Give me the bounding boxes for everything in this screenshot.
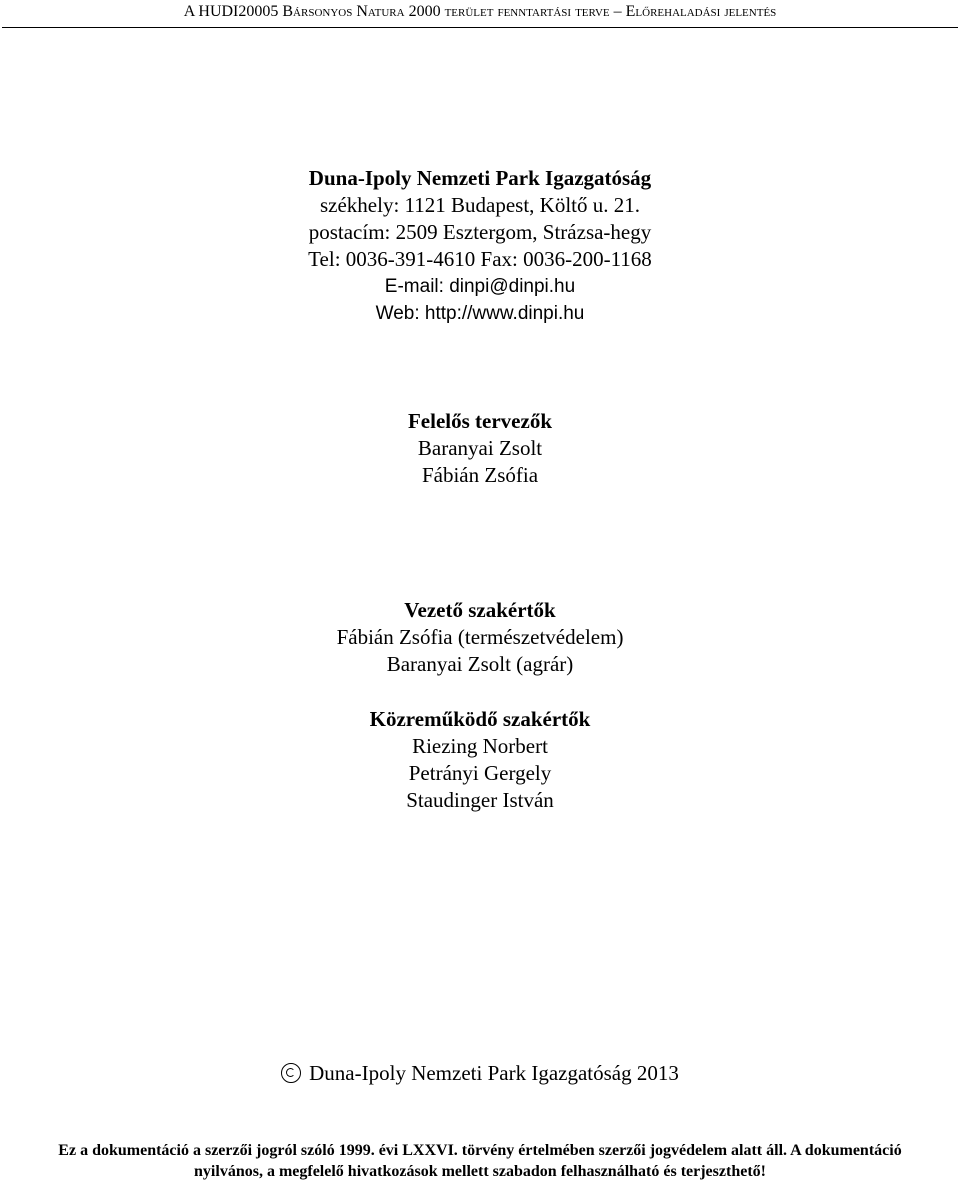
lead-experts-heading: Vezető szakértők [404,598,556,622]
copyright-notice-line: Ez a dokumentáció a szerzői jogról szóló 1999. évi LXXVI. törvény értelmében szerzői jogvédelem alatt áll. A dokumentáció [58,1142,902,1159]
copyright-text: Duna-Ipoly Nemzeti Park Igazgatóság 2013 [309,1061,679,1085]
header-title: A HUDI20005 Bársonyos Natura 2000 terület fenntartási terve – Előrehaladási jelentés [183,3,777,20]
organization-phone-fax: Tel: 0036-391-4610 Fax: 0036-200-1168 [308,247,652,271]
running-header [0,0,960,30]
organization-block [0,165,960,327]
responsible-planners-heading: Felelős tervezők [407,409,553,433]
organization-web: Web: http://www.dinpi.hu [375,303,585,324]
organization-email: E-mail: dinpi@dinpi.hu [384,276,576,297]
contributing-expert-name: Petrányi Gergely [408,761,552,785]
copyright-line [0,1060,960,1087]
contributing-expert-name: Staudinger István [406,788,554,812]
header-rule [2,27,958,28]
organization-seat: székhely: 1121 Budapest, Költő u. 21. [319,193,640,217]
planner-name: Baranyai Zsolt [417,436,543,460]
organization-postal: postacím: 2509 Esztergom, Strázsa-hegy [308,220,652,244]
copyright-notice-line: nyilvános, a megfelelő hivatkozások mellett szabadon felhasználható és terjeszthető! [194,1163,766,1180]
lead-expert-name: Fábián Zsófia (természetvédelem) [336,625,624,649]
contributing-expert-name: Riezing Norbert [412,734,548,758]
copyright-icon [281,1063,301,1083]
organization-name: Duna-Ipoly Nemzeti Park Igazgatóság [308,166,652,190]
planner-name: Fábián Zsófia [421,463,539,487]
lead-expert-name: Baranyai Zsolt (agrár) [386,652,574,676]
lead-experts-block [0,597,960,678]
contributing-experts-heading: Közreműködő szakértők [369,707,591,731]
contributing-experts-block [0,706,960,814]
responsible-planners-block [0,408,960,489]
copyright-notice [0,1140,960,1182]
